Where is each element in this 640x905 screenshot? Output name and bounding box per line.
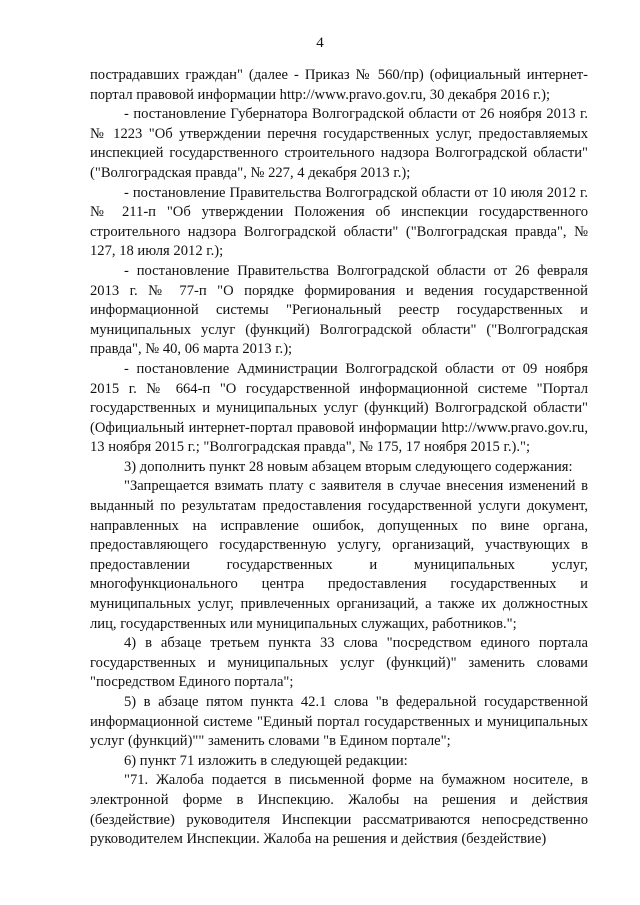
paragraph: - постановление Правительства Волгоградской области от 10 июля 2012 г. № 211-п "Об утверждении Положения об инспекции государственного строительного надзора Волгоградской области" ("Волгоградская правда", № 127, 18 июля 2012 г.); — [90, 184, 588, 260]
paragraph: 6) пункт 71 изложить в следующей редакции: — [124, 752, 408, 769]
paragraph: "71. Жалоба подается в письменной форме на бумажном носителе, в электронной форме в Инспекцию. Жалобы на решения и действия (бездействие) руководителя Инспекции рассматриваются непосредственно руководителем Инспекции. Жалоба на решения и действия (бездействие) — [90, 772, 588, 848]
paragraph: 3) дополнить пункт 28 новым абзацем вторым следующего содержания: — [124, 458, 573, 475]
paragraph: "Запрещается взимать плату с заявителя в случае внесения изменений в выданный по результатам предоставления государственной услуги документ, направленных на исправление ошибок, допущенных по вине органа, предоставляющего государственную услугу, организаций, участвующих в предоставлении государственных и муниципальных услуг, многофункционального центра предоставления государственных и муниципальных услуг, привлеченных организаций, а также их должностных лиц, государственных или муниципальных служащих, работников."; — [90, 478, 588, 632]
paragraph: пострадавших граждан" (далее - Приказ № 560/пр) (официальный интернет-портал правовой информации http://www.pravo.gov.ru, 30 декабря 2016 г.); — [90, 67, 588, 103]
paragraph: 4) в абзаце третьем пункта 33 слова "посредством единого портала государственных и муниципальных услуг (функций)" заменить словами "посредством Единого портала"; — [90, 635, 588, 691]
paragraph: - постановление Администрации Волгоградской области от 09 ноября 2015 г. № 664-п "О государственной информационной системе "Портал государственных и муниципальных услуг (функций) Волгоградской области" (Официальный интернет-портал правовой информации http://www.pravo.gov.ru, 13 ноября 2015 г.; "Волгоградская правда", № 175, 17 ноября 2015 г.)."; — [90, 360, 588, 456]
page-number: 4 — [316, 35, 324, 51]
paragraph: 5) в абзаце пятом пункта 42.1 слова "в федеральной государственной информационной системе "Единый портал государственных и муниципальных услуг (функций)"" заменить словами "в Едином портале"; — [90, 694, 588, 750]
paragraph: - постановление Губернатора Волгоградской области от 26 ноября 2013 г. № 1223 "Об утверждении перечня государственных услуг, предоставляемых инспекцией государственного строительного надзора Волгоградской области" ("Волгоградская правда", № 227, 4 декабря 2013 г.); — [90, 106, 588, 181]
paragraph: - постановление Правительства Волгоградской области от 26 февраля 2013 г. № 77-п "О порядке формирования и ведения государственной информационной системы "Региональный реестр государственных и муниципальных услуг (функций) Волгоградской области" ("Волгоградская правда", № 40, 06 марта 2013 г.); — [90, 262, 588, 358]
document-body — [90, 66, 588, 850]
